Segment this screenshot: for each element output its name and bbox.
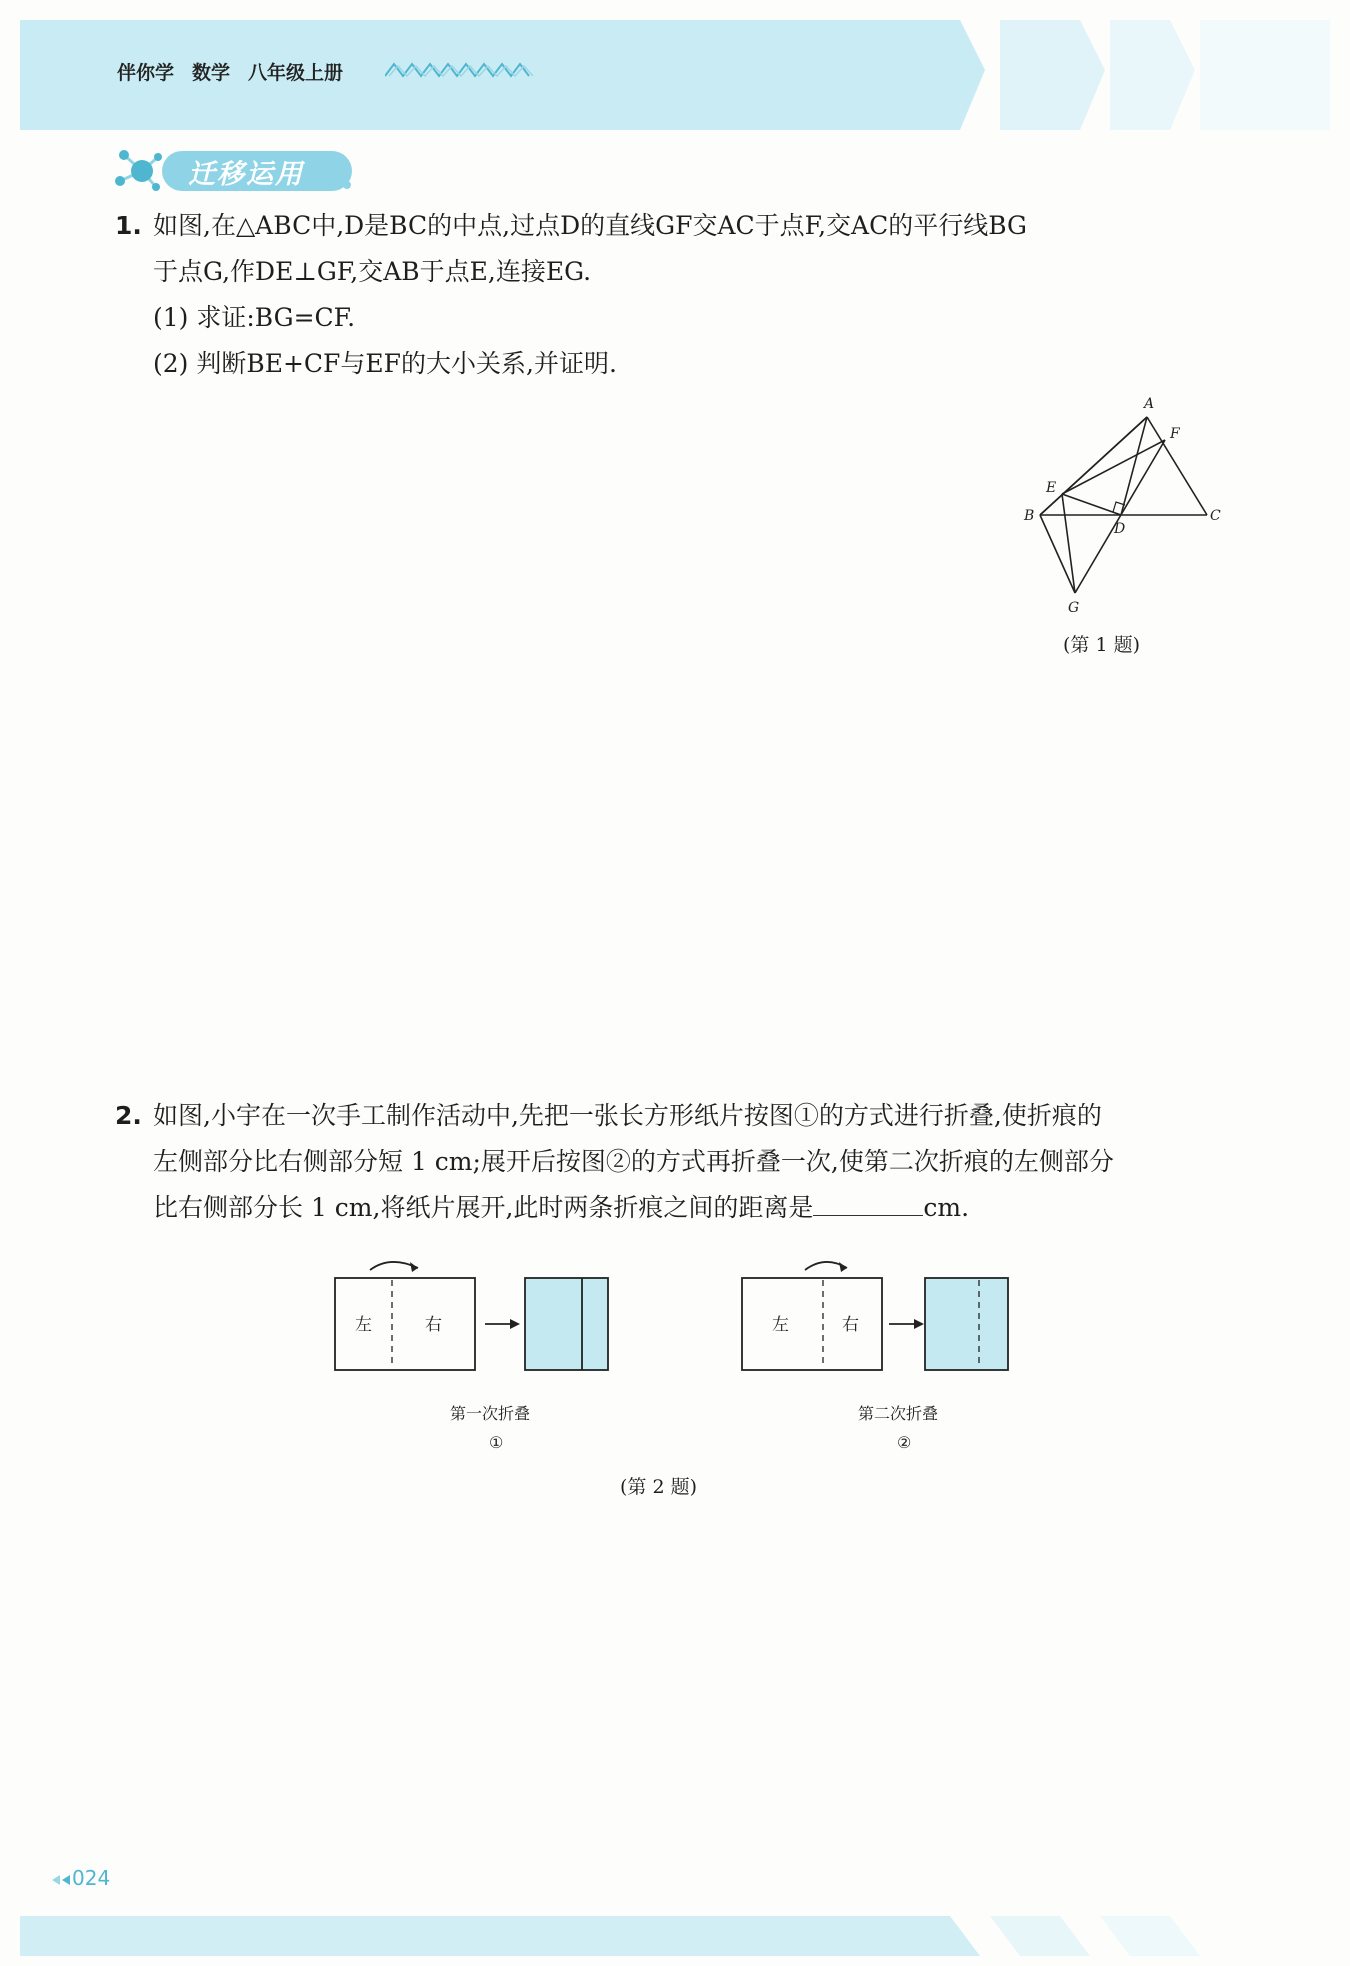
answer-blank[interactable] bbox=[813, 1193, 923, 1216]
q2-text-3: 比右侧部分长 1 cm,将纸片展开,此时两条折痕之间的距离是 bbox=[153, 1193, 814, 1222]
zigzag-decoration bbox=[385, 60, 535, 80]
q2-number: 2. bbox=[115, 1101, 142, 1130]
point-b: B bbox=[1024, 508, 1035, 524]
footer-band bbox=[0, 1906, 1350, 1966]
q1-text-1: 如图,在△ABC中,D是BC的中点,过点D的直线GF交AC于点F,交AC的平行线BG bbox=[153, 211, 1028, 240]
q1-figure bbox=[1010, 390, 1240, 620]
point-f: F bbox=[1170, 426, 1180, 442]
q1-line-2: 于点G,作DE⊥GF,交AB于点E,连接EG. bbox=[153, 257, 592, 286]
question-1 bbox=[115, 203, 1245, 387]
point-d: D bbox=[1114, 521, 1126, 537]
subject-name: 数学 bbox=[192, 62, 231, 84]
fig2-mark: ② bbox=[897, 1433, 912, 1452]
fig1-right-label: 右 bbox=[425, 1315, 442, 1335]
fig1-caption: 第一次折叠 bbox=[450, 1404, 531, 1423]
q1-part-1: (1) 求证:BG=CF. bbox=[153, 303, 356, 332]
page-number: 024 bbox=[72, 1866, 111, 1890]
fig2-right-label: 右 bbox=[842, 1315, 859, 1335]
point-e: E bbox=[1046, 480, 1057, 496]
point-a: A bbox=[1144, 396, 1155, 412]
fig2-caption: 第二次折叠 bbox=[858, 1404, 939, 1423]
fold-figure-2 bbox=[737, 1250, 1027, 1380]
point-g: G bbox=[1068, 600, 1080, 616]
fig1-mark: ① bbox=[489, 1433, 504, 1452]
section-title: 迁移运用 bbox=[188, 159, 304, 190]
fold-figure-1 bbox=[330, 1250, 620, 1380]
point-c: C bbox=[1210, 508, 1221, 524]
header-title bbox=[117, 58, 361, 85]
q1-number: 1. bbox=[115, 211, 142, 240]
q1-caption: (第 1 题) bbox=[1063, 634, 1140, 656]
question-2 bbox=[115, 1093, 1245, 1231]
q2-line-3 bbox=[115, 1185, 1245, 1231]
q2-caption: (第 2 题) bbox=[620, 1476, 697, 1498]
q1-line-1 bbox=[115, 203, 1245, 249]
book-name: 伴你学 bbox=[117, 62, 175, 84]
page-arrows-icon bbox=[52, 1874, 72, 1886]
q1-part-2: (2) 判断BE+CF与EF的大小关系,并证明. bbox=[153, 349, 617, 378]
grade-name: 八年级上册 bbox=[248, 62, 344, 84]
q2-text-1: 如图,小宇在一次手工制作活动中,先把一张长方形纸片按图①的方式进行折叠,使折痕的 bbox=[153, 1101, 1102, 1130]
q2-line-2: 左侧部分比右侧部分短 1 cm;展开后按图②的方式再折叠一次,使第二次折痕的左侧部分 bbox=[153, 1147, 1114, 1176]
fig1-left-label: 左 bbox=[355, 1315, 372, 1335]
fig2-left-label: 左 bbox=[772, 1315, 789, 1335]
q2-unit: cm. bbox=[923, 1193, 970, 1222]
q2-line-1 bbox=[115, 1093, 1245, 1139]
